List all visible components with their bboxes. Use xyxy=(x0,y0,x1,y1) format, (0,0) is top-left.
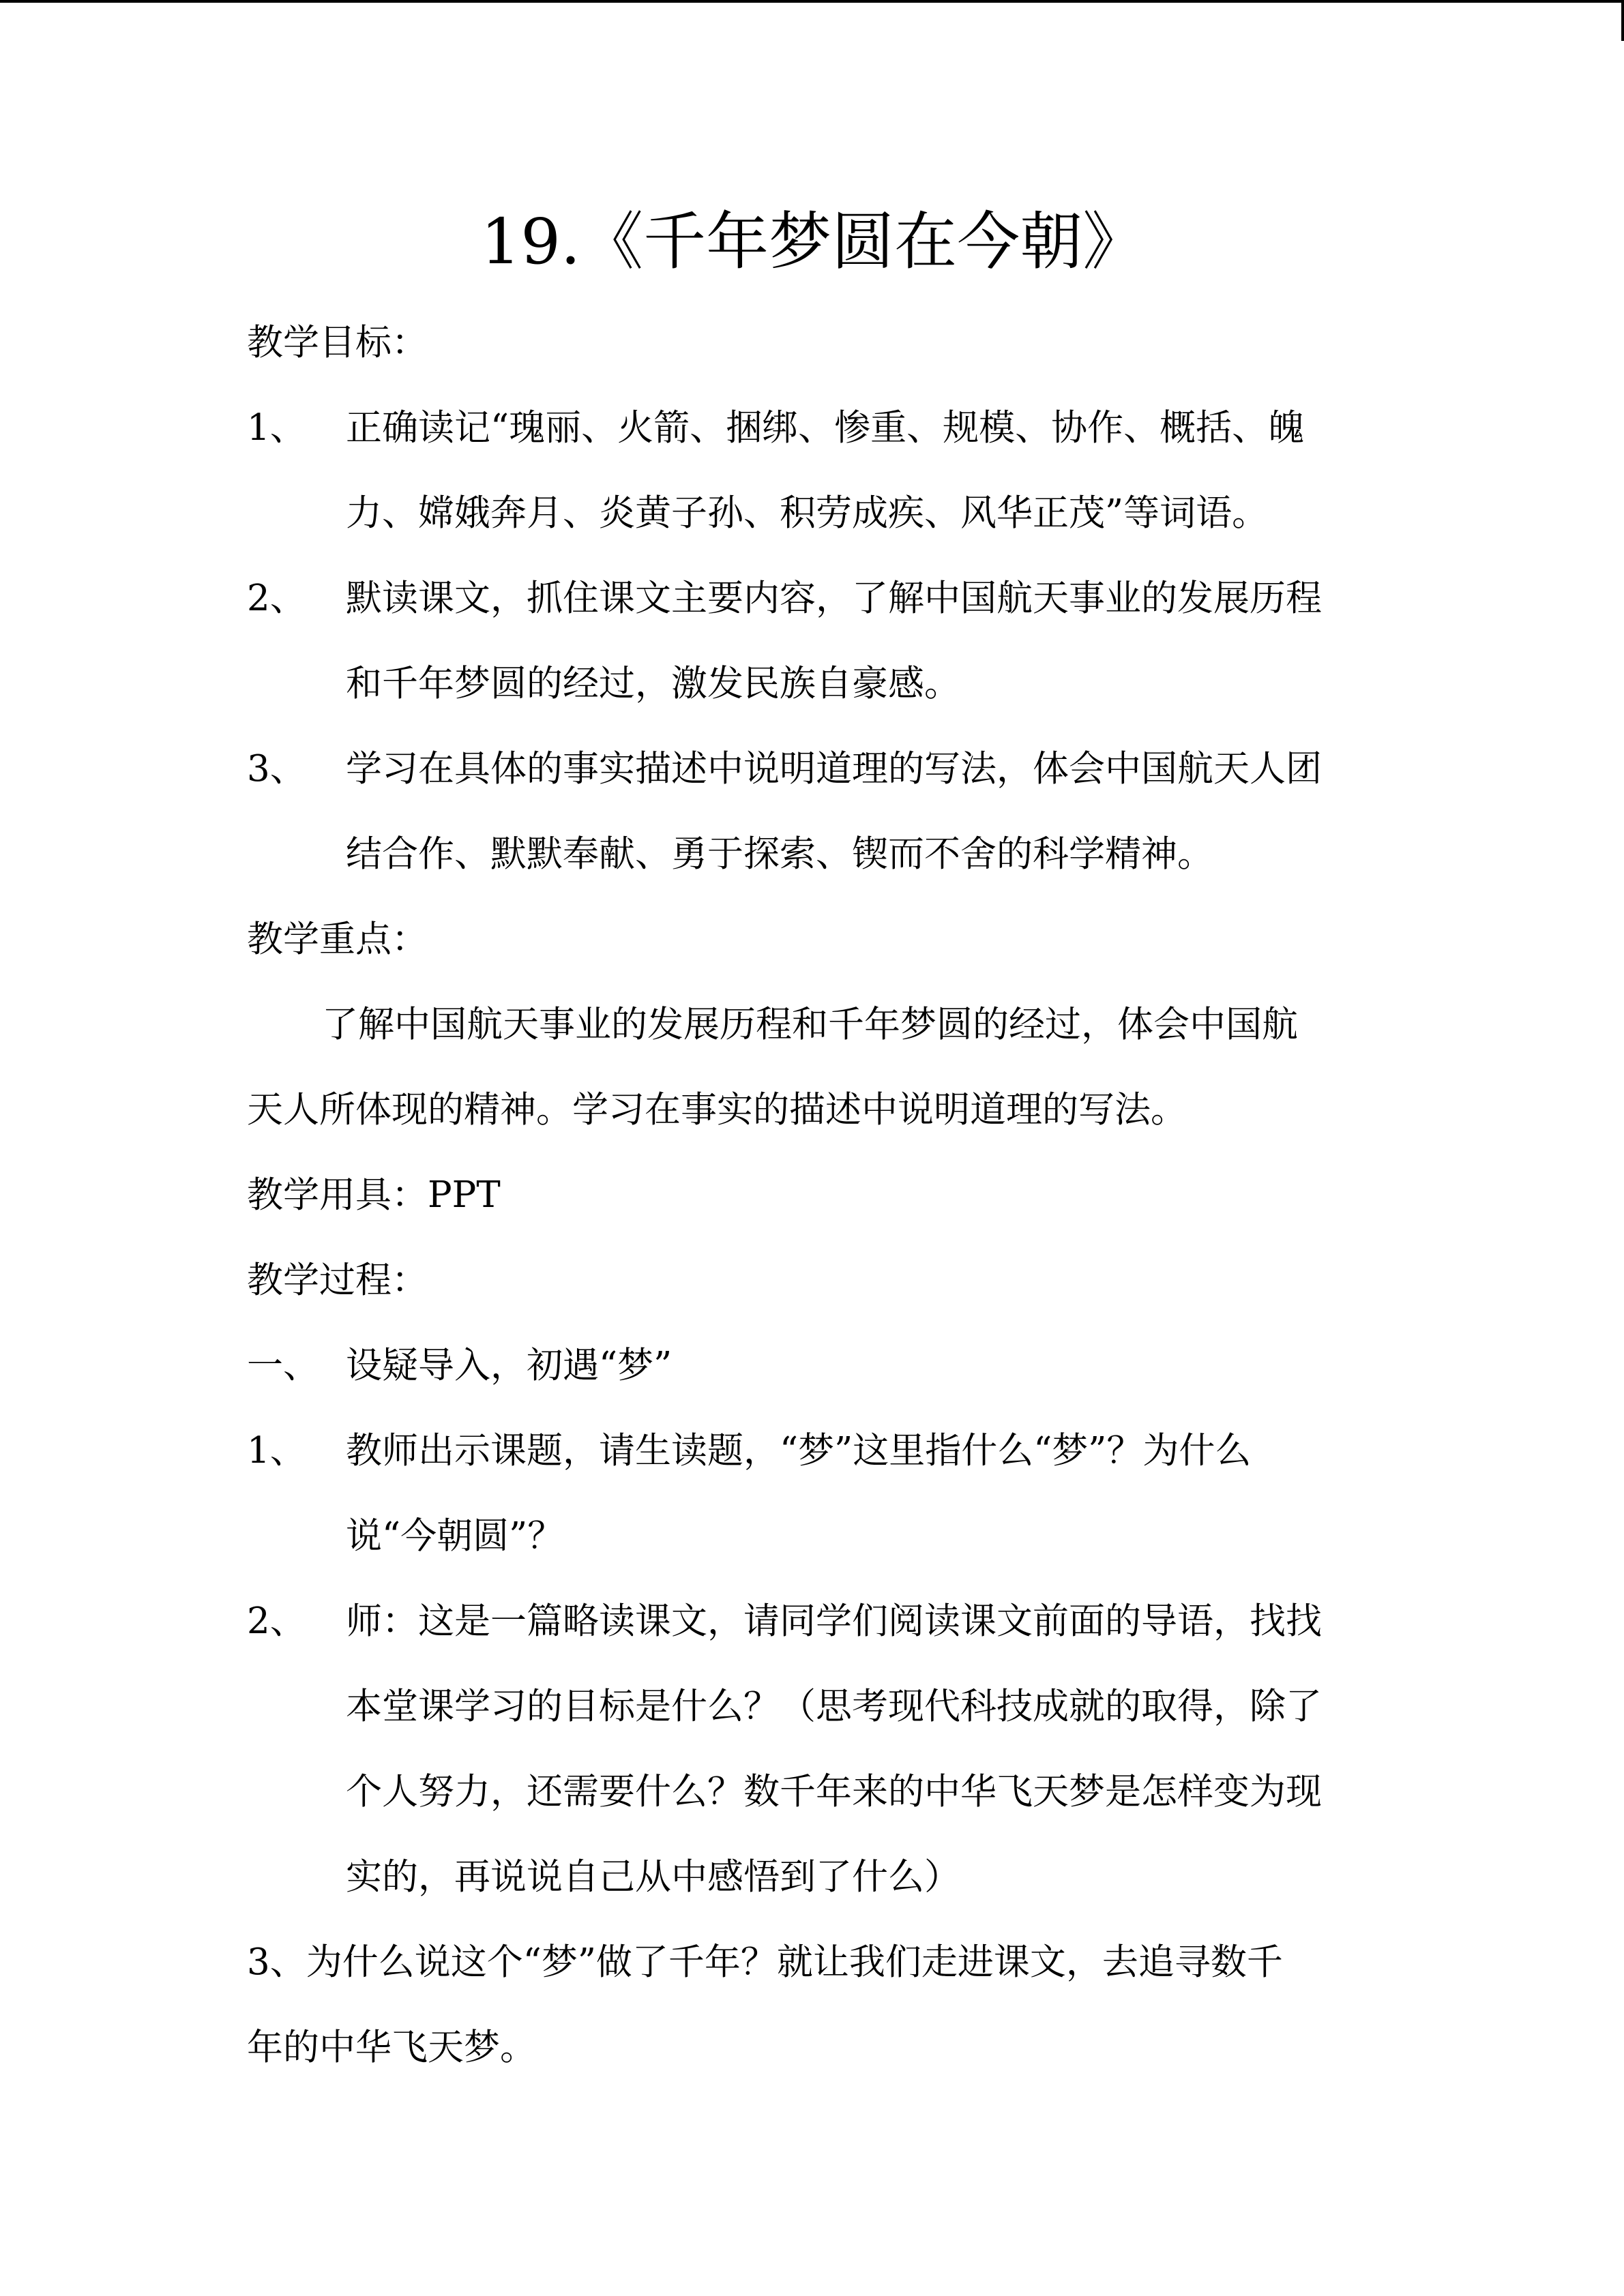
process-item-text: 个人努力，还需要什么？数千年来的中华飞天梦是怎样变为现 xyxy=(346,1771,1322,1813)
objective-item-text: 正确读记“瑰丽、火箭、捆绑、惨重、规模、协作、概括、魄 xyxy=(346,407,1305,449)
top-border-line xyxy=(0,0,1624,3)
process-item-text: 实的，再说说自己从中感悟到了什么） xyxy=(346,1856,960,1898)
document-content xyxy=(247,198,1379,2090)
process-item-text: 本堂课学习的目标是什么？（思考现代科技成就的取得，除了 xyxy=(346,1686,1322,1727)
tools-line: 教学用具：PPT xyxy=(247,1174,501,1216)
process-heading: 教学过程： xyxy=(247,1259,428,1301)
process-item-number: 2、 xyxy=(247,1600,306,1642)
objective-item-1 xyxy=(247,385,1379,556)
process-item-text: 说“今朝圆”？ xyxy=(346,1515,564,1557)
process-item-1 xyxy=(247,1408,1379,1579)
focus-heading: 教学重点： xyxy=(247,919,428,960)
objective-item-text: 学习在具体的事实描述中说明道理的写法，体会中国航天人团 xyxy=(346,748,1322,790)
process-section-number: 一、 xyxy=(247,1345,319,1386)
process-item-3-text: 年的中华飞天梦。 xyxy=(247,2027,536,2068)
process-section-label: 设疑导入，初遇“梦” xyxy=(346,1345,673,1386)
focus-text: 了解中国航天事业的发展历程和千年梦圆的经过，体会中国航 xyxy=(322,1004,1298,1045)
process-item-3-text: 3、为什么说这个“梦”做了千年？就让我们走进课文，去追寻数千 xyxy=(247,1941,1283,1983)
objective-item-text: 默读课文，抓住课文主要内容，了解中国航天事业的发展历程 xyxy=(346,578,1322,619)
objective-item-text: 结合作、默默奉献、勇于探索、锲而不舍的科学精神。 xyxy=(346,833,1213,875)
focus-text: 天人所体现的精神。学习在事实的描述中说明道理的写法。 xyxy=(247,1089,1187,1131)
process-item-2 xyxy=(247,1579,1379,1920)
objective-item-number: 2、 xyxy=(247,578,306,619)
objective-item-number: 1、 xyxy=(247,407,306,449)
process-item-number: 1、 xyxy=(247,1430,306,1472)
objectives-heading: 教学目标： xyxy=(247,322,428,363)
page-title: 19.《千年梦圆在今朝》 xyxy=(480,205,1146,278)
objective-item-text: 和千年梦圆的经过，激发民族自豪感。 xyxy=(346,663,960,704)
right-border-line xyxy=(1621,0,1624,41)
process-item-text: 师：这是一篇略读课文，请同学们阅读课文前面的导语，找找 xyxy=(346,1600,1322,1642)
process-section-1 xyxy=(247,1323,1379,1408)
process-item-text: 教师出示课题，请生读题，“梦”这里指什么“梦”？为什么 xyxy=(346,1430,1252,1472)
objective-item-2 xyxy=(247,556,1379,726)
objective-item-3 xyxy=(247,726,1379,897)
objective-item-text: 力、嫦娥奔月、炎黄子孙、积劳成疾、风华正茂”等词语。 xyxy=(346,492,1269,534)
objective-item-number: 3、 xyxy=(247,748,306,790)
